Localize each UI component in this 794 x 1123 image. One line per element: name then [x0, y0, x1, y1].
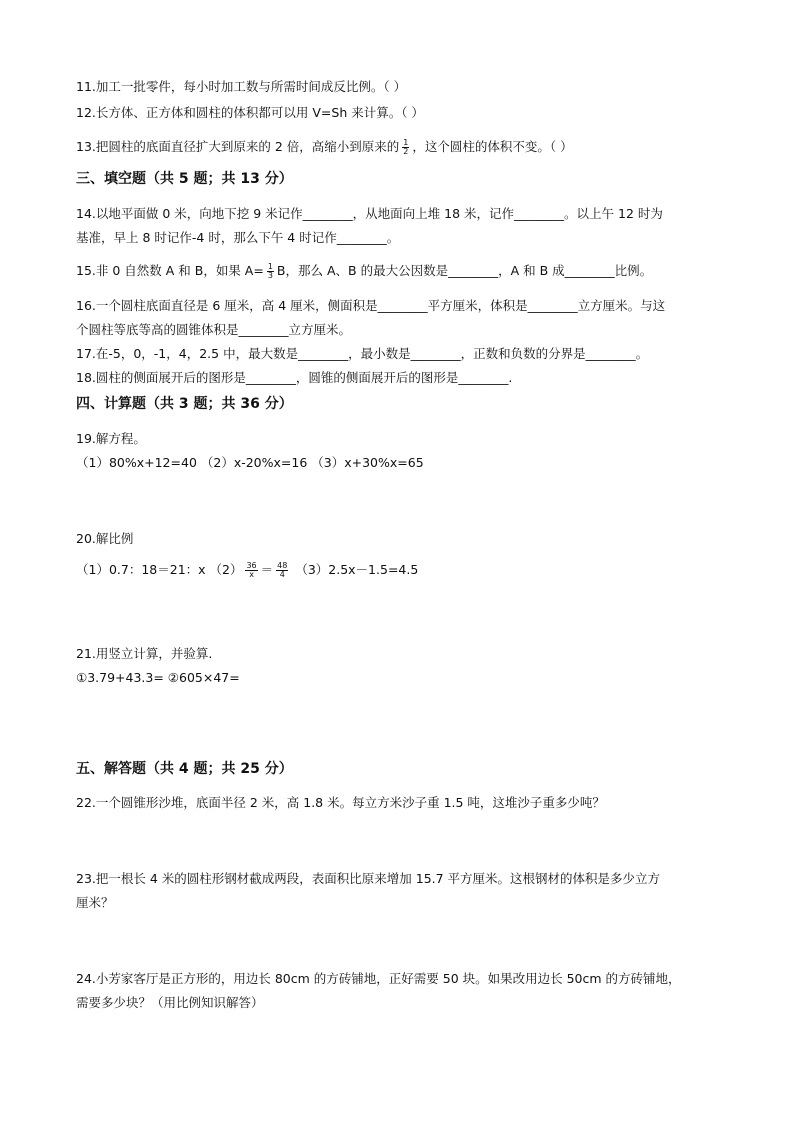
question-22: 22.一个圆锥形沙堆，底面半径 2 米，高 1.8 米。每立方米沙子重 1.5 吨，这堆沙子重多少吨？ [76, 795, 605, 810]
question-11: 11.加工一批零件，每小时加工数与所需时间成反比例。（ ） [76, 79, 407, 94]
section-heading-3: 三、填空题（共 5 题；共 13 分） [76, 171, 293, 187]
question-16-line-2: 个圆柱等底等高的圆锥体积是________立方厘米。 [76, 322, 352, 337]
question-19-title: 19.解方程。 [76, 431, 146, 446]
question-19-items: （1）80%x+12=40 （2）x-20%x=16 （3）x+30%x=65 [76, 455, 424, 470]
question-24-line-2: 需要多少块？（用比例知识解答） [76, 995, 264, 1010]
question-14-line-1: 14.以地平面做 0 米，向地下挖 9 米记作________，从地面向上堆 18 米，记作________。以上午 12 时为 [76, 206, 663, 221]
fraction: $\frac{36}{x}$ [246, 561, 257, 579]
question-17: 17.在-5，0，-1，4，2.5 中，最大数是________，最小数是________，正数和负数的分界是________。 [76, 346, 649, 361]
fraction: $\frac{1}{3}$ [267, 262, 273, 280]
question-24-line-1: 24.小芳家客厅是正方形的，用边长 80cm 的方砖铺地，正好需要 50 块。如果改用边长 50cm 的方砖铺地， [76, 971, 681, 986]
question-16-line-1: 16.一个圆柱底面直径是 6 厘米，高 4 厘米，侧面积是________平方厘米，体积是________立方厘米。与这 [76, 298, 666, 313]
question-15: 15.非 0 自然数 A 和 B，如果 A= $\frac{1}{3}$ B，那么 A、B 的最大公因数是________，A 和 B 成________比例。 [76, 262, 653, 280]
fraction: $\frac{48}{4}$ [277, 561, 288, 579]
question-14-line-2: 基准，早上 8 时记作-4 时，那么下午 4 时记作________。 [76, 230, 400, 245]
question-12: 12.长方体、正方体和圆柱的体积都可以用 V=Sh 来计算。（ ） [76, 105, 424, 120]
section-heading-4: 四、计算题（共 3 题；共 36 分） [76, 396, 293, 412]
question-23-line-1: 23.把一根长 4 米的圆柱形钢材截成两段，表面积比原来增加 15.7 平方厘米。这根钢材的体积是多少立方 [76, 871, 661, 886]
question-23-line-2: 厘米？ [76, 895, 114, 910]
question-21-title: 21.用竖立计算，并验算. [76, 646, 213, 661]
question-20-items: （1）0.7：18＝21：x （2） $\frac{36}{x}$ ＝ $\frac{48}{4}$ （3）2.5x－1.5=4.5 [76, 561, 419, 579]
question-13: 13.把圆柱的底面直径扩大到原来的 2 倍，高缩小到原来的 $\frac{1}{2}$ ，这个圆柱的体积不变。（ ） [76, 138, 573, 156]
section-heading-5: 五、解答题（共 4 题；共 25 分） [76, 761, 293, 777]
question-20-title: 20.解比例 [76, 531, 134, 546]
question-21-items: ①3.79+43.3= ②605×47= [76, 670, 240, 685]
question-18: 18.圆柱的侧面展开后的图形是________，圆锥的侧面展开后的图形是________. [76, 370, 513, 385]
fraction: $\frac{1}{2}$ [403, 138, 409, 156]
